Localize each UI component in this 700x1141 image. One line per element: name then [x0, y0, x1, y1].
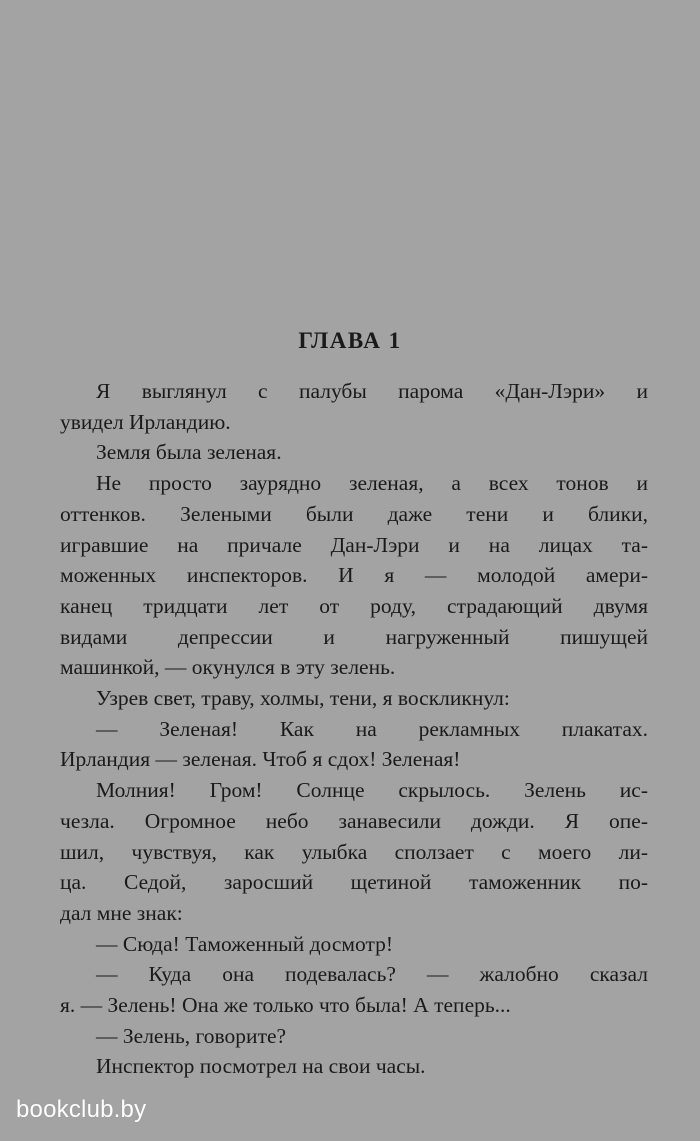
text-line: Инспектор посмотрел на свои часы.	[96, 1054, 426, 1079]
paragraph	[60, 376, 648, 437]
text-line: Земля была зеленая.	[96, 440, 282, 465]
text-line: игравшие на причале Дан-Лэри и на лицах та-	[60, 532, 648, 557]
text-line: дал мне знак:	[60, 900, 183, 925]
paragraph	[96, 437, 648, 468]
book-page	[60, 0, 648, 1141]
text-line: моженных инспекторов. И я — молодой амери-	[60, 563, 648, 588]
text-line: — Зеленая! Как на рекламных плакатах.	[96, 716, 648, 741]
text-line: я. — Зелень! Она же только что была! А теперь...	[60, 993, 511, 1018]
text-line: машинкой, — окунулся в эту зелень.	[60, 655, 396, 680]
paragraph	[60, 959, 648, 1020]
text-line: Узрев свет, траву, холмы, тени, я воскликнул:	[96, 686, 510, 711]
paragraph	[60, 775, 648, 929]
watermark: bookclub.by	[16, 1096, 147, 1123]
text-line: видами депрессии и нагруженный пишущей	[60, 624, 648, 649]
paragraph	[96, 1051, 648, 1082]
text-line: Я выглянул с палубы парома «Дан-Лэри» и	[96, 379, 648, 403]
chapter-body	[60, 376, 648, 1082]
paragraph	[96, 1021, 648, 1052]
text-line: оттенков. Зелеными были даже тени и блики,	[60, 501, 648, 526]
text-line: — Куда она подевалась? — жалобно сказал	[96, 962, 648, 987]
paragraph	[60, 468, 648, 683]
text-line: чезла. Огромное небо занавесили дожди. Я опе-	[60, 808, 648, 833]
paragraph	[60, 714, 648, 775]
paragraph	[96, 683, 648, 714]
text-line: Ирландия — зеленая. Чтоб я сдох! Зеленая!	[60, 747, 461, 772]
text-line: Молния! Гром! Солнце скрылось. Зелень ис-	[96, 778, 648, 803]
text-line: шил, чувствуя, как улыбка сползает с моего ли-	[60, 839, 648, 864]
text-line: канец тридцати лет от роду, страдающий двумя	[60, 593, 648, 618]
text-line: ца. Седой, заросший щетиной таможенник по-	[60, 870, 648, 895]
text-line: увидел Ирландию.	[60, 409, 231, 434]
text-line: — Сюда! Таможенный досмотр!	[96, 931, 394, 956]
text-line: Не просто заурядно зеленая, а всех тонов и	[96, 471, 648, 496]
text-line: — Зелень, говорите?	[96, 1023, 287, 1048]
paragraph	[96, 929, 648, 960]
chapter-title: ГЛАВА 1	[298, 328, 402, 353]
